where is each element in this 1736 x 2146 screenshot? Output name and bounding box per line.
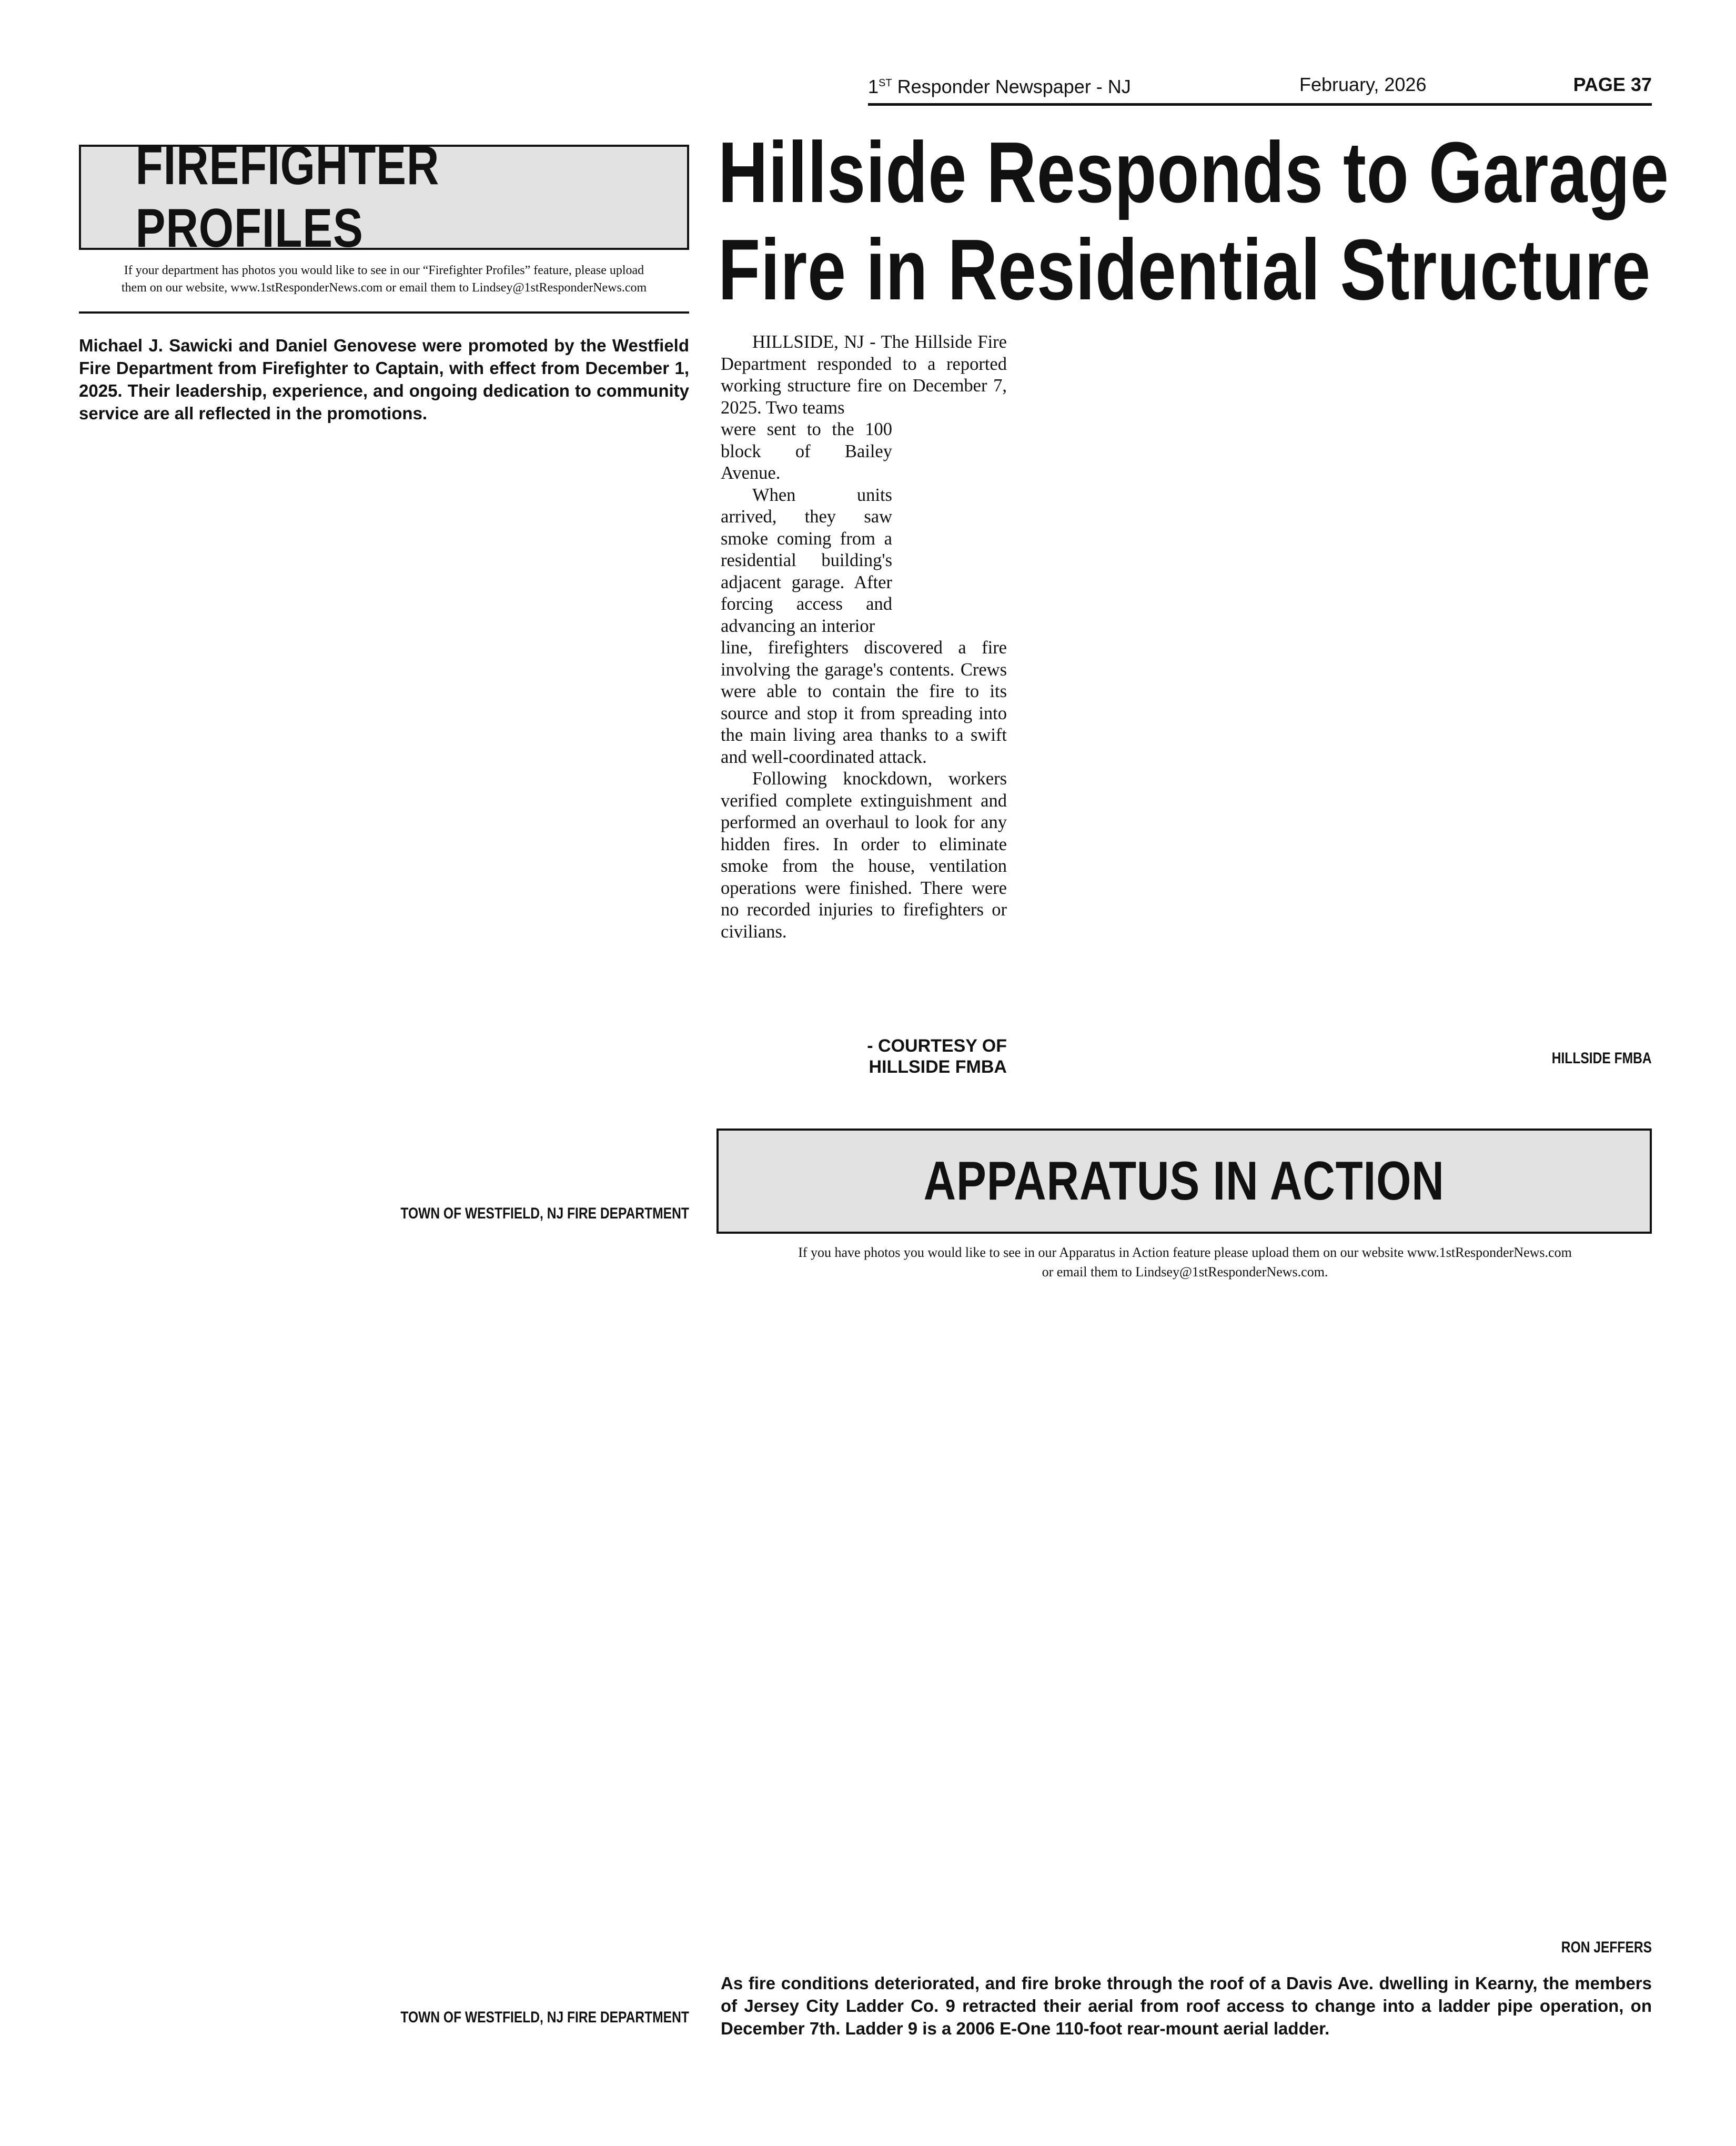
newspaper-name-superscript: ST: [879, 77, 892, 89]
article-body: [721, 331, 1007, 943]
courtesy-line1: - COURTESY OF: [867, 1036, 1007, 1056]
firefighter-profiles-note: [79, 262, 689, 297]
apparatus-note: [718, 1243, 1652, 1282]
promotion-caption: Michael J. Sawicki and Daniel Genovese were promoted by the Westfield Fire Department from Firefighter to Captain, with effect from December 1, 2025. Their leadership, experience, and ongoing dedication to community service are all reflected in the promotions.: [79, 336, 689, 423]
firefighter-profiles-banner: [79, 135, 689, 259]
article-headline: [718, 124, 1669, 318]
article-paragraph-2-continued: line, firefighters discovered a fire involving the garage's contents. Crews were able to contain the fire to its source and stop it from spreading into the main living area thanks to a swift and well-coordinated attack.: [721, 638, 1007, 767]
apparatus-note-line2: or email them to Lindsey@1stResponderNews.com.: [1042, 1264, 1328, 1279]
article-paragraph-3: Following knockdown, workers verified complete extinguishment and performed an overhaul to look for any hidden fires. In order to eliminate smoke from the house, ventilation operations were finished. There were no recorded injuries to firefighters or civilians.: [721, 769, 1007, 942]
article-paragraph-2: When units arrived, they saw smoke coming from a residential building's adjacent garage. After forcing access and advancing an interior: [721, 485, 892, 636]
firefighter-profiles-title: FIREFIGHTER PROFILES: [135, 135, 440, 259]
photo-credit-westfield-2: [79, 2009, 689, 2027]
photo-credit-text: HILLSIDE FMBA: [1552, 1050, 1652, 1067]
page-number: PAGE 37: [1573, 74, 1652, 95]
masthead: [868, 74, 1652, 106]
issue-date: February, 2026: [1299, 74, 1427, 95]
article-paragraph-1: [721, 331, 1007, 419]
photo-credit-westfield-1: [79, 1205, 689, 1223]
photo-credit-text: RON JEFFERS: [1561, 1939, 1652, 1956]
newspaper-name: [868, 76, 1131, 98]
courtesy-line2: HILLSIDE FMBA: [869, 1057, 1007, 1077]
apparatus-title-wrap: [719, 1131, 1650, 1232]
headline-line2: Fire in Residential Structure: [718, 221, 1651, 318]
photo-credit-text: TOWN OF WESTFIELD, NJ FIRE DEPARTMENT: [400, 2009, 689, 2026]
firefighter-profiles-note-line1: If your department has photos you would like to see in our “Firefighter Profiles” feature, please upload: [124, 264, 644, 277]
apparatus-title: APPARATUS IN ACTION: [924, 1150, 1445, 1212]
photo-credit-text: TOWN OF WESTFIELD, NJ FIRE DEPARTMENT: [400, 1205, 689, 1222]
apparatus-note-line1: If you have photos you would like to see in our Apparatus in Action feature please upload them on our website www.1stResponderNews.com: [798, 1245, 1572, 1260]
newspaper-name-text: Responder Newspaper - NJ: [892, 76, 1131, 97]
photo-credit-ron-jeffers: [718, 1939, 1652, 1957]
section-divider: [79, 311, 689, 314]
firefighter-profiles-note-line2: them on our website, www.1stResponderNews.com or email them to Lindsey@1stResponderNews.com: [121, 281, 647, 295]
apparatus-caption: As fire conditions deteriorated, and fire broke through the roof of a Davis Ave. dwelling in Kearny, the members of Jersey City Ladder Co. 9 retracted their aerial from roof access to change into a ladder pipe operation, on December 7th. Ladder 9 is a 2006 E-One 110-foot rear-mount aerial ladder.: [721, 1973, 1652, 2038]
apparatus-in-action-banner: [716, 1129, 1652, 1234]
photo-credit-hillside: [718, 1050, 1652, 1067]
newspaper-name-prefix: 1: [868, 76, 879, 97]
firefighter-profiles-title-wrap: [81, 135, 687, 259]
headline-line1: Hillside Responds to Garage: [718, 124, 1669, 220]
article-paragraph-1-continued: were sent to the 100 block of Bailey Avenue.: [721, 419, 892, 483]
article-paragraph-1-text: HILLSIDE, NJ - The Hillside Fire Department responded to a reported working structure fire on December 7, 2025. Two teams: [721, 332, 1007, 418]
